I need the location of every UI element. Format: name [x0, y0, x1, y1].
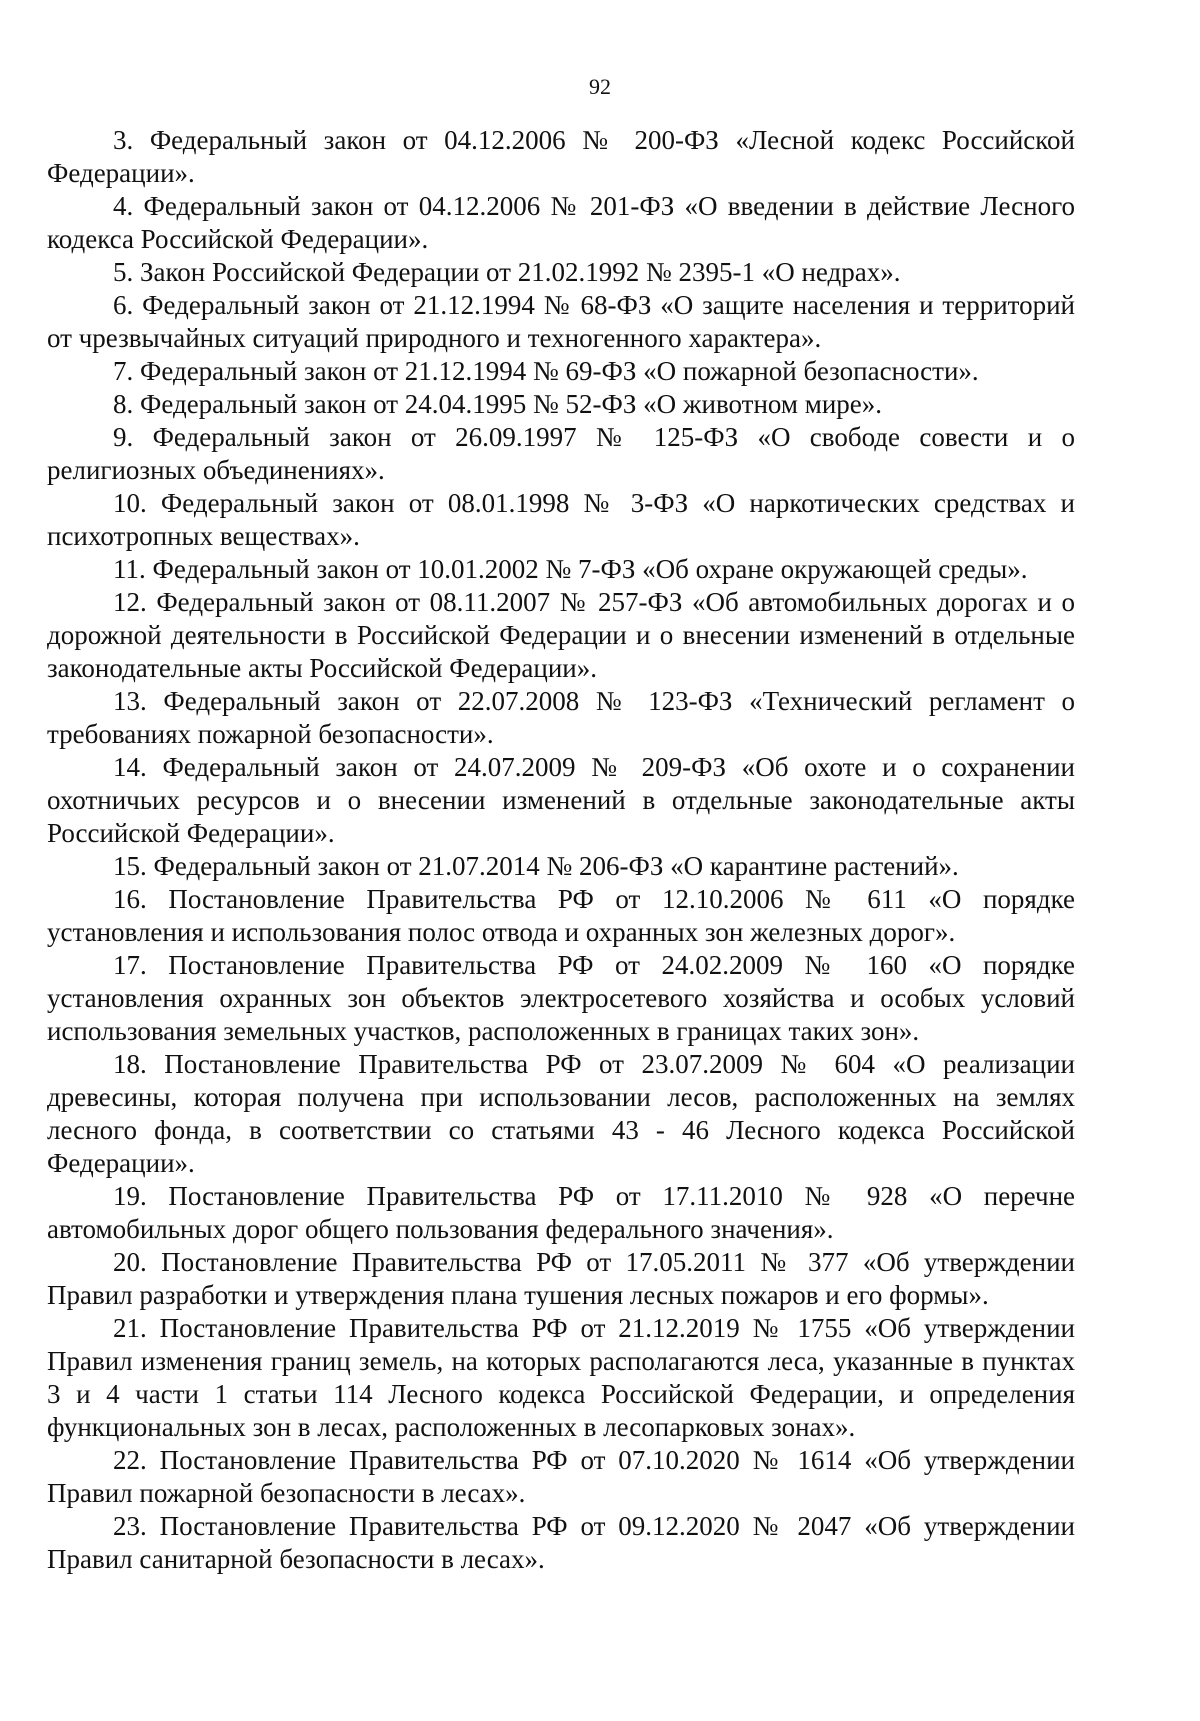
- list-item: 19. Постановление Правительства РФ от 17.11.2010 № 928 «О перечне автомобильных дорог общего пользования федерального значения».: [47, 1181, 1075, 1244]
- list-item: 9. Федеральный закон от 26.09.1997 № 125-ФЗ «О свободе совести и о религиозных объединениях».: [47, 422, 1075, 485]
- list-item: 17. Постановление Правительства РФ от 24.02.2009 № 160 «О порядке установления охранных зон объектов электросетевого хозяйства и особых условий использования земельных участков, расположенных в границах таких зон».: [47, 950, 1075, 1046]
- list-item: 13. Федеральный закон от 22.07.2008 № 123-ФЗ «Технический регламент о требованиях пожарной безопасности».: [47, 686, 1075, 749]
- legal-acts-list: [47, 124, 1075, 1576]
- list-item: 18. Постановление Правительства РФ от 23.07.2009 № 604 «О реализации древесины, которая получена при использовании лесов, расположенных на землях лесного фонда, в соответствии со статьями 43 - 46 Лесного кодекса Российской Федерации».: [47, 1049, 1075, 1178]
- list-item: 16. Постановление Правительства РФ от 12.10.2006 № 611 «О порядке установления и использования полос отвода и охранных зон железных дорог».: [47, 884, 1075, 947]
- list-item: 20. Постановление Правительства РФ от 17.05.2011 № 377 «Об утверждении Правил разработки и утверждения плана тушения лесных пожаров и его формы».: [47, 1247, 1075, 1310]
- list-item: 21. Постановление Правительства РФ от 21.12.2019 № 1755 «Об утверждении Правил изменения границ земель, на которых располагаются леса, указанные в пунктах 3 и 4 части 1 статьи 114 Лесного кодекса Российской Федерации, и определения функциональных зон в лесах, расположенных в лесопарковых зонах».: [47, 1313, 1075, 1442]
- page-number: 92: [589, 74, 611, 99]
- list-item: 6. Федеральный закон от 21.12.1994 № 68-ФЗ «О защите населения и территорий от чрезвычайных ситуаций природного и техногенного характера».: [47, 290, 1075, 353]
- list-item: 10. Федеральный закон от 08.01.1998 № 3-ФЗ «О наркотических средствах и психотропных веществах».: [47, 488, 1075, 551]
- list-item: 11. Федеральный закон от 10.01.2002 № 7-ФЗ «Об охране окружающей среды».: [113, 554, 1028, 584]
- list-item: 15. Федеральный закон от 21.07.2014 № 206-ФЗ «О карантине растений».: [113, 851, 959, 881]
- list-item: 12. Федеральный закон от 08.11.2007 № 257-ФЗ «Об автомобильных дорогах и о дорожной деятельности в Российской Федерации и о внесении изменений в отдельные законодательные акты Российской Федерации».: [47, 587, 1075, 683]
- list-item: 14. Федеральный закон от 24.07.2009 № 209-ФЗ «Об охоте и о сохранении охотничьих ресурсов и о внесении изменений в отдельные законодательные акты Российской Федерации».: [47, 752, 1075, 848]
- list-item: 4. Федеральный закон от 04.12.2006 № 201-ФЗ «О введении в действие Лесного кодекса Российской Федерации».: [47, 191, 1075, 254]
- list-item: 7. Федеральный закон от 21.12.1994 № 69-ФЗ «О пожарной безопасности».: [113, 356, 979, 386]
- list-item: 22. Постановление Правительства РФ от 07.10.2020 № 1614 «Об утверждении Правил пожарной безопасности в лесах».: [47, 1445, 1075, 1508]
- list-item: 23. Постановление Правительства РФ от 09.12.2020 № 2047 «Об утверждении Правил санитарной безопасности в лесах».: [47, 1511, 1075, 1574]
- list-item: 8. Федеральный закон от 24.04.1995 № 52-ФЗ «О животном мире».: [113, 389, 883, 419]
- list-item: 5. Закон Российской Федерации от 21.02.1992 № 2395-1 «О недрах».: [113, 257, 901, 287]
- list-item: 3. Федеральный закон от 04.12.2006 № 200-ФЗ «Лесной кодекс Российской Федерации».: [47, 125, 1075, 188]
